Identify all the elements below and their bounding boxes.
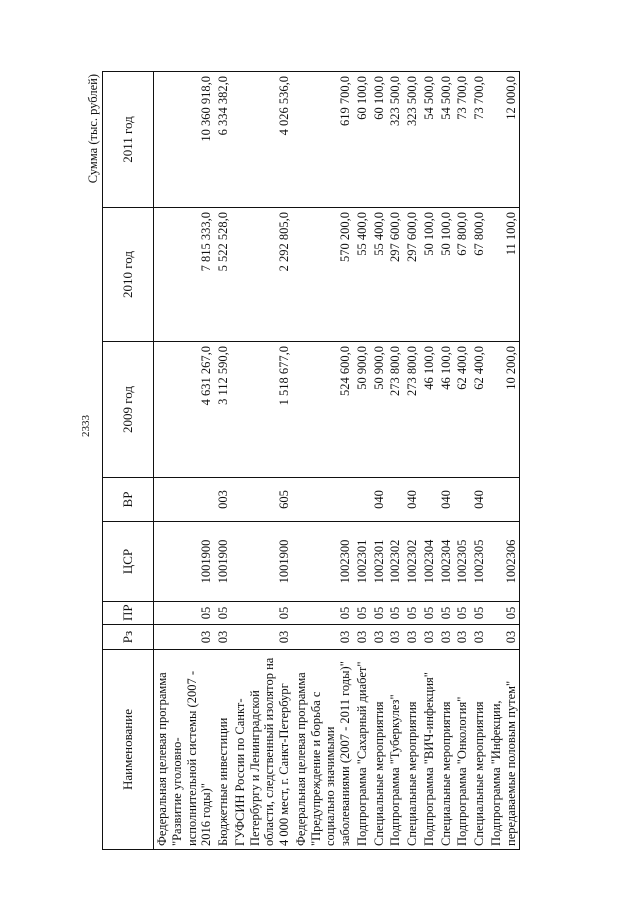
cell-y2009: 524 600,0 [293, 342, 354, 478]
cell-name: Подпрограмма "Сахарный диабет" [354, 650, 371, 850]
cell-y2010: 50 100,0 [438, 208, 455, 342]
cell-vr: 605 [232, 478, 293, 522]
cell-y2011: 323 500,0 [387, 72, 404, 208]
cell-pr: 05 [371, 602, 388, 625]
cell-y2009: 46 100,0 [438, 342, 455, 478]
cell-name: Федеральная целевая программа "Предупреждение и борьба с социально значимыми заболеваниями (2007 - 2011 годы)" [293, 650, 354, 850]
cell-csr: 1002302 [387, 522, 404, 602]
cell-name: Специальные мероприятия [404, 650, 421, 850]
cell-pr: 05 [421, 602, 438, 625]
budget-table [102, 71, 520, 850]
cell-pr: 05 [215, 602, 232, 625]
cell-y2011: 6 334 382,0 [215, 72, 232, 208]
header-2009: 2009 год [103, 342, 154, 478]
cell-vr: 040 [438, 478, 455, 522]
cell-y2011: 60 100,0 [354, 72, 371, 208]
cell-pr: 05 [488, 602, 520, 625]
cell-name: Специальные мероприятия [371, 650, 388, 850]
cell-y2010: 50 100,0 [421, 208, 438, 342]
table-row [454, 72, 471, 850]
cell-vr [488, 478, 520, 522]
cell-y2011: 54 500,0 [438, 72, 455, 208]
table-header-row [103, 72, 154, 850]
cell-vr [387, 478, 404, 522]
cell-rz: 03 [293, 625, 354, 650]
cell-y2010: 2 292 805,0 [232, 208, 293, 342]
cell-vr: 003 [215, 478, 232, 522]
cell-csr: 1001900 [215, 522, 232, 602]
cell-csr: 1001900 [232, 522, 293, 602]
cell-y2009: 273 800,0 [387, 342, 404, 478]
cell-pr: 05 [232, 602, 293, 625]
cell-pr: 05 [354, 602, 371, 625]
cell-y2009: 62 400,0 [454, 342, 471, 478]
cell-y2009: 3 112 590,0 [215, 342, 232, 478]
table-row [488, 72, 520, 850]
cell-rz: 03 [421, 625, 438, 650]
cell-y2010: 55 400,0 [371, 208, 388, 342]
cell-name: Подпрограмма "Инфекции, передаваемые половым путем" [488, 650, 520, 850]
cell-y2011: 73 700,0 [454, 72, 471, 208]
cell-y2011: 60 100,0 [371, 72, 388, 208]
page-number: 2333 [80, 415, 92, 437]
cell-y2011: 54 500,0 [421, 72, 438, 208]
cell-name: Специальные мероприятия [438, 650, 455, 850]
cell-rz: 03 [354, 625, 371, 650]
cell-rz: 03 [154, 625, 216, 650]
cell-y2009: 62 400,0 [471, 342, 488, 478]
table-row [438, 72, 455, 850]
cell-y2011: 12 000,0 [488, 72, 520, 208]
cell-vr: 040 [371, 478, 388, 522]
cell-vr [421, 478, 438, 522]
cell-csr: 1002306 [488, 522, 520, 602]
cell-rz: 03 [454, 625, 471, 650]
cell-rz: 03 [232, 625, 293, 650]
cell-pr: 05 [404, 602, 421, 625]
cell-pr: 05 [293, 602, 354, 625]
cell-name: Подпрограмма "Туберкулез" [387, 650, 404, 850]
cell-csr: 1002304 [421, 522, 438, 602]
cell-pr: 05 [387, 602, 404, 625]
cell-y2009: 10 200,0 [488, 342, 520, 478]
cell-csr: 1002301 [371, 522, 388, 602]
cell-csr: 1002304 [438, 522, 455, 602]
cell-y2010: 55 400,0 [354, 208, 371, 342]
cell-y2009: 46 100,0 [421, 342, 438, 478]
table-row [404, 72, 421, 850]
cell-vr: 040 [471, 478, 488, 522]
cell-vr [354, 478, 371, 522]
header-2010: 2010 год [103, 208, 154, 342]
cell-pr: 05 [154, 602, 216, 625]
table-row [371, 72, 388, 850]
cell-name: Подпрограмма "ВИЧ-инфекция" [421, 650, 438, 850]
table-row [293, 72, 354, 850]
cell-rz: 03 [438, 625, 455, 650]
cell-pr: 05 [454, 602, 471, 625]
table-row [354, 72, 371, 850]
cell-name: ГУФСИН России по Санкт-Петербургу и Ленинградской области, следственный изолятор на 4 000 мест, г. Санкт-Петербург [232, 650, 293, 850]
cell-name: Федеральная целевая программа "Развитие уголовно-исполнительной системы (2007 - 2016 годы)" [154, 650, 216, 850]
cell-y2011: 10 360 918,0 [154, 72, 216, 208]
cell-y2011: 619 700,0 [293, 72, 354, 208]
cell-y2010: 297 600,0 [404, 208, 421, 342]
cell-y2011: 323 500,0 [404, 72, 421, 208]
cell-rz: 03 [387, 625, 404, 650]
table-row [387, 72, 404, 850]
cell-y2010: 67 800,0 [454, 208, 471, 342]
table-row [471, 72, 488, 850]
cell-vr [293, 478, 354, 522]
cell-y2010: 67 800,0 [471, 208, 488, 342]
table-row [232, 72, 293, 850]
cell-y2010: 11 100,0 [488, 208, 520, 342]
cell-y2010: 7 815 333,0 [154, 208, 216, 342]
cell-name: Бюджетные инвестиции [215, 650, 232, 850]
cell-y2010: 5 522 528,0 [215, 208, 232, 342]
cell-y2009: 1 518 677,0 [232, 342, 293, 478]
table-row [421, 72, 438, 850]
cell-pr: 05 [438, 602, 455, 625]
cell-y2010: 570 200,0 [293, 208, 354, 342]
cell-y2010: 297 600,0 [387, 208, 404, 342]
rotated-page-content [86, 70, 608, 850]
cell-vr [154, 478, 216, 522]
cell-y2011: 4 026 536,0 [232, 72, 293, 208]
cell-csr: 1001900 [154, 522, 216, 602]
cell-name: Подпрограмма "Онкология" [454, 650, 471, 850]
header-2011: 2011 год [103, 72, 154, 208]
header-csr: ЦСР [103, 522, 154, 602]
cell-rz: 03 [488, 625, 520, 650]
cell-rz: 03 [404, 625, 421, 650]
cell-pr: 05 [471, 602, 488, 625]
table-row [215, 72, 232, 850]
header-vr: ВР [103, 478, 154, 522]
cell-csr: 1002302 [404, 522, 421, 602]
cell-vr: 040 [404, 478, 421, 522]
cell-csr: 1002300 [293, 522, 354, 602]
header-name: Наименование [103, 650, 154, 850]
cell-y2009: 50 900,0 [354, 342, 371, 478]
cell-csr: 1002305 [454, 522, 471, 602]
cell-rz: 03 [471, 625, 488, 650]
cell-csr: 1002301 [354, 522, 371, 602]
cell-rz: 03 [371, 625, 388, 650]
header-pr: ПР [103, 602, 154, 625]
cell-y2009: 273 800,0 [404, 342, 421, 478]
cell-rz: 03 [215, 625, 232, 650]
table-row [154, 72, 216, 850]
cell-y2009: 50 900,0 [371, 342, 388, 478]
header-rz: Рз [103, 625, 154, 650]
cell-y2011: 73 700,0 [471, 72, 488, 208]
cell-name: Специальные мероприятия [471, 650, 488, 850]
cell-csr: 1002305 [471, 522, 488, 602]
cell-vr [454, 478, 471, 522]
cell-y2009: 4 631 267,0 [154, 342, 216, 478]
units-caption: Сумма (тыс. рублей) [86, 74, 100, 184]
